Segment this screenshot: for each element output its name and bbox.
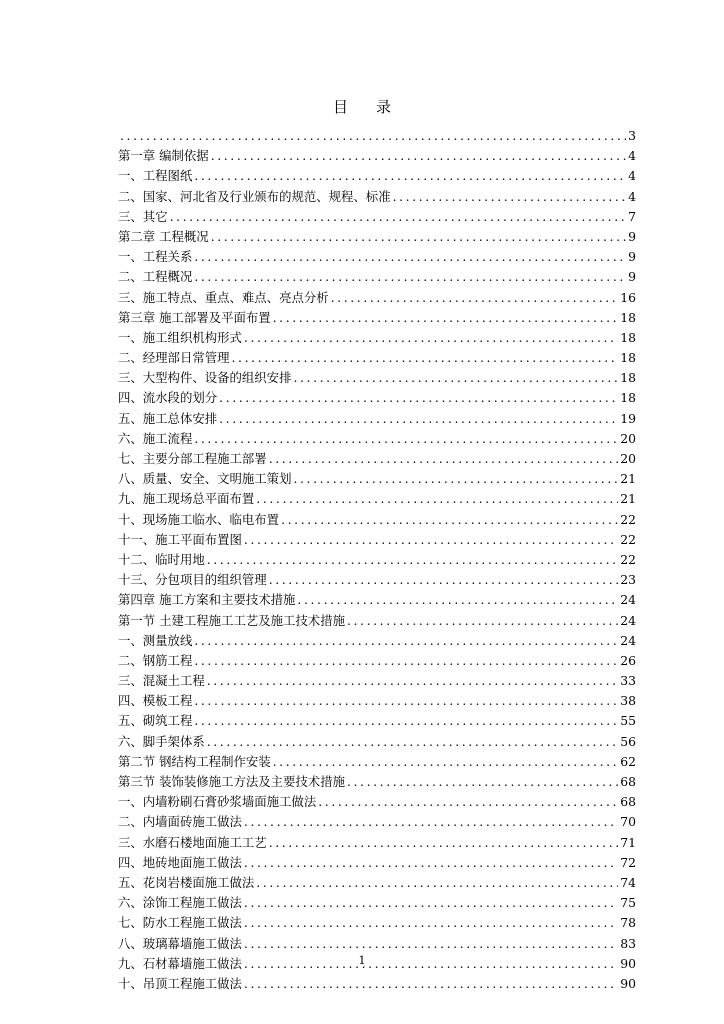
dot-leader — [120, 126, 626, 146]
dot-leader — [194, 691, 618, 711]
dot-leader — [194, 651, 618, 671]
toc-entry[interactable] — [118, 570, 636, 590]
toc-entry-label: 六、施工流程 — [118, 430, 193, 446]
toc-entry-label: 三、其它 — [118, 208, 168, 224]
toc-entry-page: 68 — [620, 774, 636, 789]
toc-entry-page: 70 — [620, 814, 636, 830]
toc-entry-label: 第三章 施工部署及平面布置 — [118, 309, 271, 325]
dot-leader — [194, 166, 626, 186]
toc-entry-label: 九、石材幕墙施工做法 — [118, 955, 242, 971]
toc-entry-page: 22 — [620, 531, 636, 547]
toc-entry-page: 23 — [620, 572, 636, 588]
dot-leader — [393, 187, 627, 207]
toc-entry-label: 五、砌筑工程 — [118, 713, 193, 729]
toc-entry-label: 五、花岗岩楼面施工做法 — [118, 874, 255, 890]
toc-entry[interactable] — [118, 368, 636, 388]
dot-leader — [244, 530, 618, 550]
dot-leader — [244, 853, 618, 873]
dot-leader — [347, 611, 618, 631]
toc-entry-label: 八、质量、安全、文明施工策划 — [118, 471, 292, 487]
toc-entry-label: 三、大型构件、设备的组织安排 — [118, 370, 292, 386]
toc-entry[interactable] — [118, 530, 636, 550]
dot-leader — [318, 792, 618, 812]
toc-entry-page: 68 — [620, 794, 636, 810]
toc-entry-page: 72 — [620, 854, 636, 870]
dot-leader — [194, 429, 618, 449]
toc-entry[interactable] — [118, 146, 636, 166]
dot-leader — [244, 812, 618, 832]
toc-entry[interactable] — [118, 429, 636, 449]
toc-entry-label: 第一节 土建工程施工工艺及施工技术措施 — [118, 612, 345, 628]
toc-entry-label: 二、工程概况 — [118, 269, 193, 285]
toc-entry-page: 9 — [628, 249, 636, 265]
toc-entry-label: 二、国家、河北省及行业颁布的规范、规程、标准 — [118, 188, 391, 204]
toc-entry-page: 75 — [620, 895, 636, 911]
toc-entry-label: 第四章 施工方案和主要技术措施 — [118, 592, 296, 608]
dot-leader — [207, 550, 618, 570]
toc-title-part2: 录 — [376, 98, 392, 116]
toc-title-part1: 目 — [332, 98, 348, 116]
toc-entry-page: 18 — [620, 370, 636, 386]
toc-entry[interactable] — [118, 772, 636, 792]
dot-leader — [273, 308, 619, 328]
toc-entry-page: 9 — [628, 228, 636, 244]
toc-entry-page: 20 — [620, 451, 636, 466]
toc-entry-page: 18 — [620, 329, 636, 345]
toc-entry-page: 19 — [620, 410, 636, 426]
dot-leader — [219, 409, 618, 429]
toc-entry[interactable] — [118, 934, 636, 954]
toc-entry-page: 18 — [620, 350, 636, 366]
toc-entry[interactable] — [118, 711, 636, 731]
toc-entry-label: 第一章 编制依据 — [118, 148, 209, 164]
toc-entry[interactable] — [118, 328, 636, 348]
toc-entry-page: 62 — [620, 753, 636, 769]
toc-entry[interactable] — [118, 631, 636, 651]
toc-entry[interactable] — [118, 913, 636, 933]
toc-entry[interactable] — [118, 873, 636, 893]
toc-entry-page: 3 — [628, 128, 636, 143]
toc-entry[interactable] — [118, 752, 636, 772]
toc-entry[interactable] — [118, 469, 636, 489]
toc-entry[interactable] — [118, 187, 636, 207]
toc-entry-label: 十三、分包项目的组织管理 — [118, 572, 267, 588]
toc-entry[interactable] — [118, 691, 636, 711]
dot-leader — [293, 469, 618, 489]
toc-entry[interactable] — [118, 510, 636, 530]
toc-entry-label: 六、脚手架体系 — [118, 733, 205, 749]
toc-entry-page: 7 — [628, 208, 636, 224]
dot-leader — [207, 671, 618, 691]
toc-entry[interactable] — [118, 247, 636, 267]
toc-entry[interactable] — [118, 166, 636, 186]
dot-leader — [219, 388, 618, 408]
toc-entry-page: 55 — [620, 713, 636, 729]
toc-entry[interactable] — [118, 611, 636, 631]
toc-entry-page: 20 — [620, 430, 636, 446]
toc-entry[interactable] — [118, 974, 636, 994]
toc-entry[interactable] — [118, 550, 636, 570]
toc-entry[interactable] — [118, 126, 636, 146]
toc-entry-page: 22 — [620, 511, 636, 527]
toc-entry[interactable] — [118, 409, 636, 429]
toc-entry-label: 一、工程关系 — [118, 249, 193, 265]
toc-entry-label: 第二章 工程概况 — [118, 228, 209, 244]
toc-entry[interactable] — [118, 348, 636, 368]
toc-entry-page: 24 — [620, 632, 636, 648]
toc-entry[interactable] — [118, 267, 636, 287]
dot-leader — [232, 348, 619, 368]
toc-entry-page: 33 — [620, 673, 636, 689]
toc-entry-label: 十、吊顶工程施工做法 — [118, 975, 242, 991]
toc-entry-label: 六、涂饰工程施工做法 — [118, 895, 242, 911]
toc-entry-label: 第二节 钢结构工程制作安装 — [118, 753, 271, 769]
toc-entry-page: 4 — [628, 188, 636, 204]
toc-entry-label: 一、测量放线 — [118, 632, 193, 648]
toc-entry-label: 一、工程图纸 — [118, 168, 193, 184]
page-number: 1 — [358, 954, 366, 967]
toc-entry-page: 38 — [620, 693, 636, 709]
toc-entry-label: 二、钢筋工程 — [118, 652, 193, 668]
dot-leader — [269, 833, 619, 853]
toc-entry-page: 56 — [620, 733, 636, 749]
toc-entry[interactable] — [118, 308, 636, 328]
toc-entry-label: 二、内墙面砖施工做法 — [118, 814, 242, 830]
dot-leader — [194, 631, 618, 651]
toc-entry-label: 七、防水工程施工做法 — [118, 915, 242, 931]
toc-entry-label: 一、内墙粉刷石膏砂浆墙面施工做法 — [118, 794, 317, 810]
dot-leader — [297, 590, 618, 610]
toc-entry-page: 90 — [620, 975, 636, 991]
toc-entry[interactable] — [118, 651, 636, 671]
toc-entry-label: 三、水磨石楼地面施工工艺 — [118, 834, 267, 850]
toc-entry-label: 一、施工组织机构形式 — [118, 329, 242, 345]
toc-title — [0, 96, 724, 117]
toc-entry-page: 18 — [620, 309, 636, 325]
dot-leader — [256, 873, 618, 893]
dot-leader — [244, 328, 618, 348]
toc-entry[interactable] — [118, 853, 636, 873]
toc-entry-page: 74 — [620, 874, 636, 890]
dot-leader — [281, 510, 618, 530]
dot-leader — [293, 368, 618, 388]
toc-entry-label: 八、玻璃幕墙施工做法 — [118, 935, 242, 951]
toc-entry-page: 26 — [620, 652, 636, 668]
dot-leader — [269, 570, 619, 590]
toc-entry[interactable] — [118, 792, 636, 812]
toc-entry-label: 四、模板工程 — [118, 693, 193, 709]
dot-leader — [256, 489, 618, 509]
dot-leader — [170, 207, 627, 227]
toc-entry-label: 四、地砖地面施工做法 — [118, 854, 242, 870]
toc-entry[interactable] — [118, 449, 636, 469]
toc-entry[interactable] — [118, 812, 636, 832]
toc-entry[interactable] — [118, 671, 636, 691]
toc-entry-page: 4 — [628, 148, 636, 164]
toc-entry-page: 71 — [620, 834, 636, 850]
toc-entry-page: 16 — [620, 289, 636, 305]
toc-entry[interactable] — [118, 288, 636, 308]
dot-leader — [273, 752, 619, 772]
toc-entry-page: 24 — [620, 612, 636, 628]
toc-entry[interactable] — [118, 388, 636, 408]
dot-leader — [244, 934, 618, 954]
toc-entry[interactable] — [118, 893, 636, 913]
table-of-contents — [118, 126, 636, 994]
dot-leader — [347, 772, 618, 792]
toc-entry-page: 18 — [620, 390, 636, 406]
dot-leader — [211, 227, 626, 247]
dot-leader — [244, 974, 618, 994]
toc-entry-label: 七、主要分部工程施工部署 — [118, 451, 267, 466]
toc-entry-label: 三、混凝土工程 — [118, 673, 205, 689]
toc-entry-label: 九、施工现场总平面布置 — [118, 491, 255, 507]
toc-entry-label: 三、施工特点、重点、难点、亮点分析 — [118, 289, 329, 305]
toc-entry-page: 83 — [620, 935, 636, 951]
toc-entry-label: 二、经理部日常管理 — [118, 350, 230, 366]
dot-leader — [244, 913, 618, 933]
toc-entry-label: 十二、临时用地 — [118, 551, 205, 567]
dot-leader — [194, 711, 618, 731]
toc-entry-page: 9 — [628, 269, 636, 285]
dot-leader — [269, 449, 619, 469]
toc-entry[interactable] — [118, 590, 636, 610]
toc-entry-page: 22 — [620, 551, 636, 567]
toc-entry-page: 4 — [628, 168, 636, 184]
toc-entry-label: 十、现场施工临水、临电布置 — [118, 511, 280, 527]
dot-leader — [244, 893, 618, 913]
toc-entry[interactable] — [118, 732, 636, 752]
toc-entry-label: 第三节 装饰装修施工方法及主要技术措施 — [118, 774, 345, 789]
toc-entry[interactable] — [118, 207, 636, 227]
toc-entry-label: 十一、施工平面布置图 — [118, 531, 242, 547]
toc-entry-page: 24 — [620, 592, 636, 608]
dot-leader — [211, 146, 626, 166]
toc-entry[interactable] — [118, 227, 636, 247]
dot-leader — [207, 732, 618, 752]
dot-leader — [194, 247, 626, 267]
dot-leader — [331, 288, 619, 308]
toc-entry-label: 五、施工总体安排 — [118, 410, 218, 426]
dot-leader — [194, 267, 626, 287]
toc-entry-page: 21 — [620, 471, 636, 487]
toc-entry[interactable] — [118, 489, 636, 509]
toc-entry-page: 78 — [620, 915, 636, 931]
toc-entry[interactable] — [118, 833, 636, 853]
toc-entry-page: 21 — [620, 491, 636, 507]
toc-entry-label: 四、流水段的划分 — [118, 390, 218, 406]
toc-entry-page: 90 — [620, 955, 636, 971]
